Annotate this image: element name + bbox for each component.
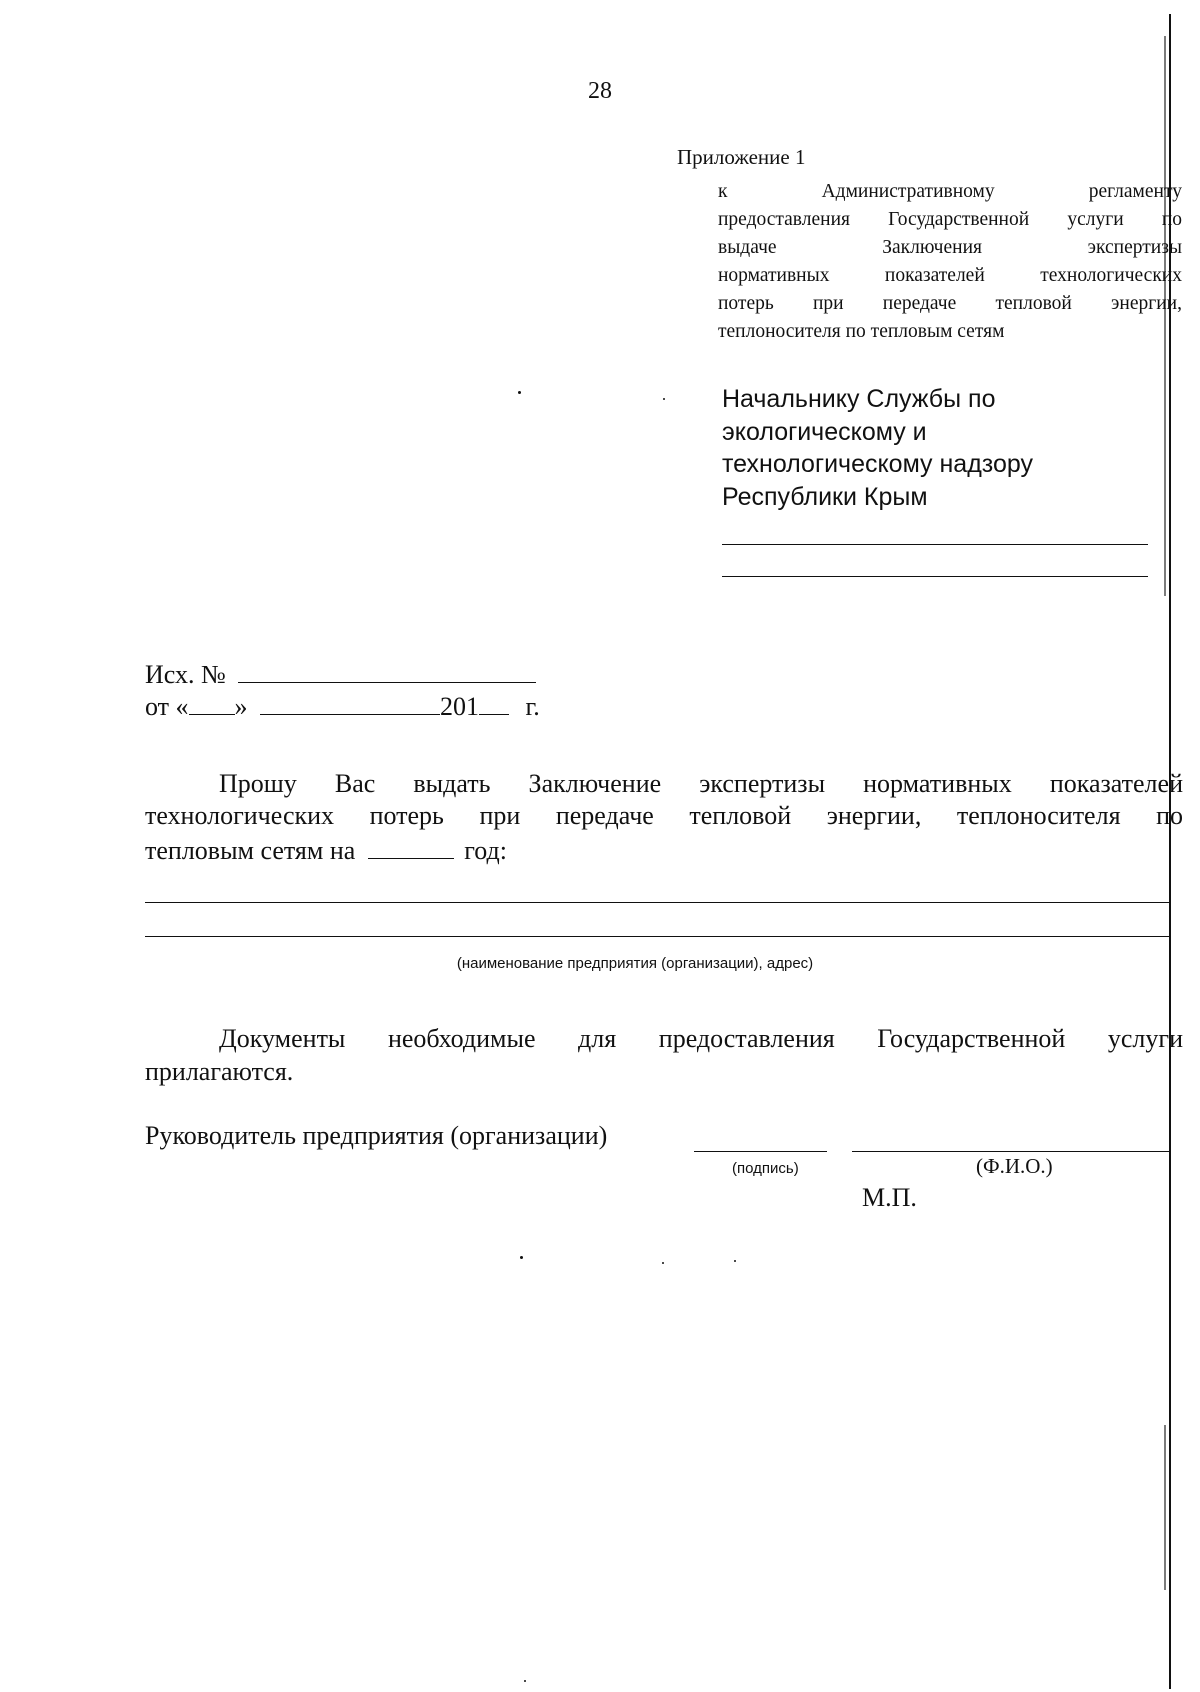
annex-text [718,178,1182,346]
annex-title: Приложение 1 [677,145,806,169]
request-line: Прошу Вас выдать Заключение экспертизы нормативных показателей [219,769,1183,798]
page-number: 28 [588,78,612,104]
scan-dot [734,1260,736,1262]
signer-label: Руководитель предприятия (организации) [145,1121,608,1150]
request-line: тепловым сетям на [145,836,356,865]
documents-paragraph [145,1022,1183,1088]
scan-dot [524,1680,526,1682]
organization-caption: (наименование предприятия (организации), адрес) [456,955,814,972]
addressee-blank-line [722,576,1148,577]
addressee-line: Начальнику Службы по [722,385,996,413]
year-prefix: 201 [440,692,480,721]
date-month-field[interactable] [260,688,440,715]
date-day-field[interactable] [189,688,235,715]
documents-line: Документы необходимые для предоставления Государственной услуги [219,1024,1183,1053]
signature-caption: (подпись) [732,1160,799,1177]
full-name-field[interactable] [852,1151,1170,1152]
full-name-caption: (Ф.И.О.) [976,1154,1053,1178]
date-mid: » [234,692,248,721]
addressee-block [722,383,1142,513]
addressee-blank-line [722,544,1148,545]
organization-blank-line[interactable] [145,936,1170,937]
request-line: технологических потерь при передаче тепловой энергии, теплоносителя по [145,801,1183,830]
annex-line: предоставления Государственной услуги по [718,209,1182,230]
scan-dot [518,391,521,394]
request-paragraph [145,768,1183,867]
scan-dot [520,1256,523,1259]
date-row [145,688,540,726]
outgoing-number-field[interactable] [238,656,536,683]
annex-line: теплоносителя по тепловым сетям [718,321,1005,342]
documents-line: прилагаются. [145,1057,294,1086]
scan-dot [662,1262,664,1264]
addressee-line: технологическому надзору [722,450,1034,478]
addressee-line: экологическому и [722,417,927,446]
annex-line: нормативных показателей технологических [718,265,1182,286]
scan-dot [663,398,665,400]
stamp-placeholder: М.П. [862,1183,917,1212]
annex-line: к Административному регламенту [718,181,1182,202]
reference-block [145,656,540,726]
outgoing-number-label: Исх. № [145,660,226,689]
year-suffix: г. [525,692,540,721]
year-word: год: [464,836,508,865]
organization-blank-line[interactable] [145,902,1170,903]
year-digit-field[interactable] [479,688,509,715]
scan-edge-line [1164,1425,1166,1590]
signature-field[interactable] [694,1151,827,1152]
addressee-line: Республики Крым [722,482,928,511]
annex-line: потерь при передаче тепловой энергии, [718,293,1182,314]
date-prefix: от « [145,692,189,721]
annex-line: выдаче Заключения экспертизы [718,237,1182,258]
year-field[interactable] [368,832,454,859]
